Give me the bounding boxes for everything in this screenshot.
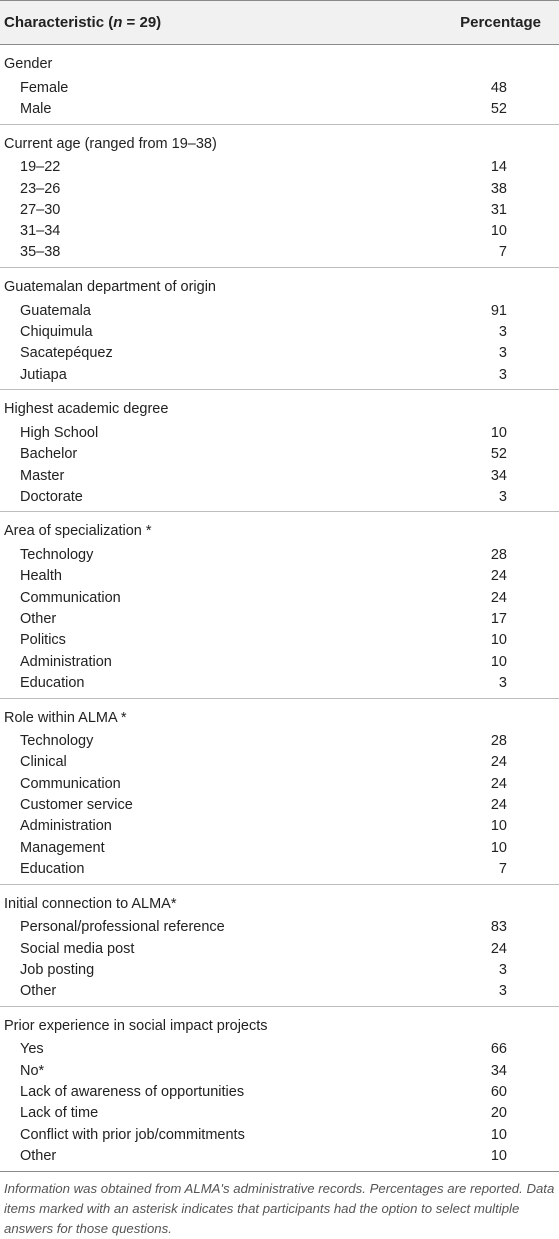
- row-percentage: 34: [490, 467, 507, 484]
- table-body: [0, 45, 559, 1172]
- table-row: [0, 1124, 559, 1145]
- row-label: Job posting: [20, 961, 95, 978]
- row-percentage: 10: [490, 653, 507, 670]
- row-label: Health: [20, 568, 62, 585]
- row-percentage: 10: [490, 1126, 507, 1143]
- row-label: Administration: [20, 653, 112, 670]
- row-label: Female: [20, 79, 69, 96]
- row-percentage: 91: [490, 302, 507, 319]
- row-label: Other: [20, 983, 57, 1000]
- row-percentage: 20: [490, 1105, 507, 1122]
- row-label: Conflict with prior job/commitments: [20, 1126, 245, 1143]
- row-percentage: 24: [490, 589, 507, 606]
- row-percentage: 3: [498, 674, 507, 691]
- row-percentage: 28: [490, 547, 507, 564]
- table-row: [0, 300, 559, 321]
- row-label: Chiquimula: [20, 324, 93, 341]
- table-row: [0, 1081, 559, 1102]
- row-label: Sacatepéquez: [20, 345, 113, 362]
- row-percentage: 10: [490, 632, 507, 649]
- table-row: [0, 220, 559, 241]
- table-row: [0, 343, 559, 364]
- row-label: 27–30: [20, 201, 61, 218]
- table-row: [0, 731, 559, 752]
- row-percentage: 60: [490, 1084, 507, 1101]
- row-percentage: 3: [498, 366, 507, 383]
- row-label: Lack of time: [20, 1105, 99, 1122]
- row-label: No*: [20, 1062, 45, 1079]
- table-section: [0, 51, 559, 125]
- row-percentage: 24: [490, 797, 507, 814]
- row-percentage: 24: [490, 940, 507, 957]
- header-characteristic: [4, 14, 161, 31]
- table-row: [0, 917, 559, 938]
- section-title: Role within ALMA *: [4, 709, 127, 726]
- table-row: [0, 981, 559, 1002]
- section-title: Area of specialization *: [4, 523, 152, 540]
- row-percentage: 10: [490, 839, 507, 856]
- table-row: [0, 465, 559, 486]
- row-percentage: 28: [490, 733, 507, 750]
- header-n-symbol: n: [113, 14, 123, 31]
- row-percentage: 52: [490, 100, 507, 117]
- table-row: [0, 1145, 559, 1166]
- row-percentage: 24: [490, 775, 507, 792]
- row-label: Male: [20, 100, 52, 117]
- table-row: [0, 752, 559, 773]
- table-row: [0, 938, 559, 959]
- table-row: [0, 422, 559, 443]
- header-characteristic-suffix: = 29): [122, 14, 162, 31]
- row-label: Technology: [20, 547, 94, 564]
- table-row: [0, 486, 559, 507]
- table-row: [0, 651, 559, 672]
- row-label: Social media post: [20, 940, 135, 957]
- table-row: [0, 773, 559, 794]
- row-label: Communication: [20, 589, 121, 606]
- row-percentage: 17: [490, 610, 507, 627]
- table-section: [0, 705, 559, 885]
- table-row: [0, 630, 559, 651]
- row-label: Master: [20, 467, 65, 484]
- row-label: Administration: [20, 818, 112, 835]
- row-percentage: 24: [490, 754, 507, 771]
- row-percentage: 7: [498, 244, 507, 261]
- row-label: Customer service: [20, 797, 133, 814]
- table-row: [0, 364, 559, 385]
- row-label: Yes: [20, 1041, 44, 1058]
- row-percentage: 3: [498, 345, 507, 362]
- row-label: 19–22: [20, 159, 61, 176]
- row-label: Politics: [20, 632, 66, 649]
- table-row: [0, 77, 559, 98]
- row-percentage: 48: [490, 79, 507, 96]
- table-row: [0, 959, 559, 980]
- row-percentage: 3: [498, 324, 507, 341]
- row-label: Other: [20, 610, 57, 627]
- row-percentage: 10: [490, 1147, 507, 1164]
- row-label: Guatemala: [20, 302, 91, 319]
- table-row: [0, 858, 559, 879]
- row-label: 31–34: [20, 223, 61, 240]
- table-row: [0, 1039, 559, 1060]
- row-percentage: 10: [490, 818, 507, 835]
- table-row: [0, 794, 559, 815]
- table-row: [0, 837, 559, 858]
- row-label: Lack of awareness of opportunities: [20, 1084, 245, 1101]
- row-percentage: 38: [490, 180, 507, 197]
- row-percentage: 52: [490, 446, 507, 463]
- table-header: [0, 0, 559, 45]
- table-row: [0, 544, 559, 565]
- table-section: [0, 518, 559, 698]
- section-title: Highest academic degree: [4, 401, 169, 418]
- table-row: [0, 587, 559, 608]
- table-row: [0, 672, 559, 693]
- row-percentage: 3: [498, 488, 507, 505]
- row-percentage: 31: [490, 201, 507, 218]
- row-percentage: 24: [490, 568, 507, 585]
- row-label: 35–38: [20, 244, 61, 261]
- row-percentage: 10: [490, 424, 507, 441]
- row-label: Other: [20, 1147, 57, 1164]
- row-percentage: 34: [490, 1062, 507, 1079]
- row-percentage: 14: [490, 159, 507, 176]
- row-label: Technology: [20, 733, 94, 750]
- row-label: Personal/professional reference: [20, 919, 225, 936]
- table-row: [0, 242, 559, 263]
- section-title: Gender: [4, 56, 53, 72]
- row-percentage: 66: [490, 1041, 507, 1058]
- table-row: [0, 157, 559, 178]
- row-label: Bachelor: [20, 446, 78, 463]
- row-percentage: 10: [490, 223, 507, 240]
- table-row: [0, 199, 559, 220]
- table-row: [0, 321, 559, 342]
- row-label: High School: [20, 424, 99, 441]
- row-label: Doctorate: [20, 488, 83, 505]
- table-section: [0, 1013, 559, 1172]
- table-row: [0, 1103, 559, 1124]
- section-title: Guatemalan department of origin: [4, 279, 216, 296]
- row-percentage: 7: [498, 860, 507, 877]
- table-row: [0, 608, 559, 629]
- row-label: Communication: [20, 775, 121, 792]
- table-row: [0, 178, 559, 199]
- row-label: Jutiapa: [20, 366, 67, 383]
- table-footnote: Information was obtained from ALMA's administrative records. Percentages are reported. Data items marked with an asterisk indicates that participants had the option to select multiple answers for those questions.: [4, 1180, 555, 1236]
- table-row: [0, 444, 559, 465]
- table-row: [0, 98, 559, 119]
- table-row: [0, 566, 559, 587]
- row-label: Education: [20, 860, 85, 877]
- table-section: [0, 396, 559, 512]
- row-percentage: 3: [498, 983, 507, 1000]
- table-row: [0, 1060, 559, 1081]
- row-label: Clinical: [20, 754, 67, 771]
- table-row: [0, 816, 559, 837]
- table-section: [0, 891, 559, 1007]
- row-percentage: 83: [490, 919, 507, 936]
- table-section: [0, 131, 559, 268]
- row-label: Education: [20, 674, 85, 691]
- section-title: Current age (ranged from 19–38): [4, 135, 217, 152]
- header-percentage: Percentage: [460, 14, 541, 31]
- row-percentage: 3: [498, 961, 507, 978]
- section-title: Initial connection to ALMA*: [4, 895, 177, 912]
- row-label: Management: [20, 839, 105, 856]
- table-section: [0, 274, 559, 390]
- section-title: Prior experience in social impact projects: [4, 1017, 268, 1034]
- row-label: 23–26: [20, 180, 61, 197]
- header-characteristic-prefix: Characteristic (: [4, 14, 114, 31]
